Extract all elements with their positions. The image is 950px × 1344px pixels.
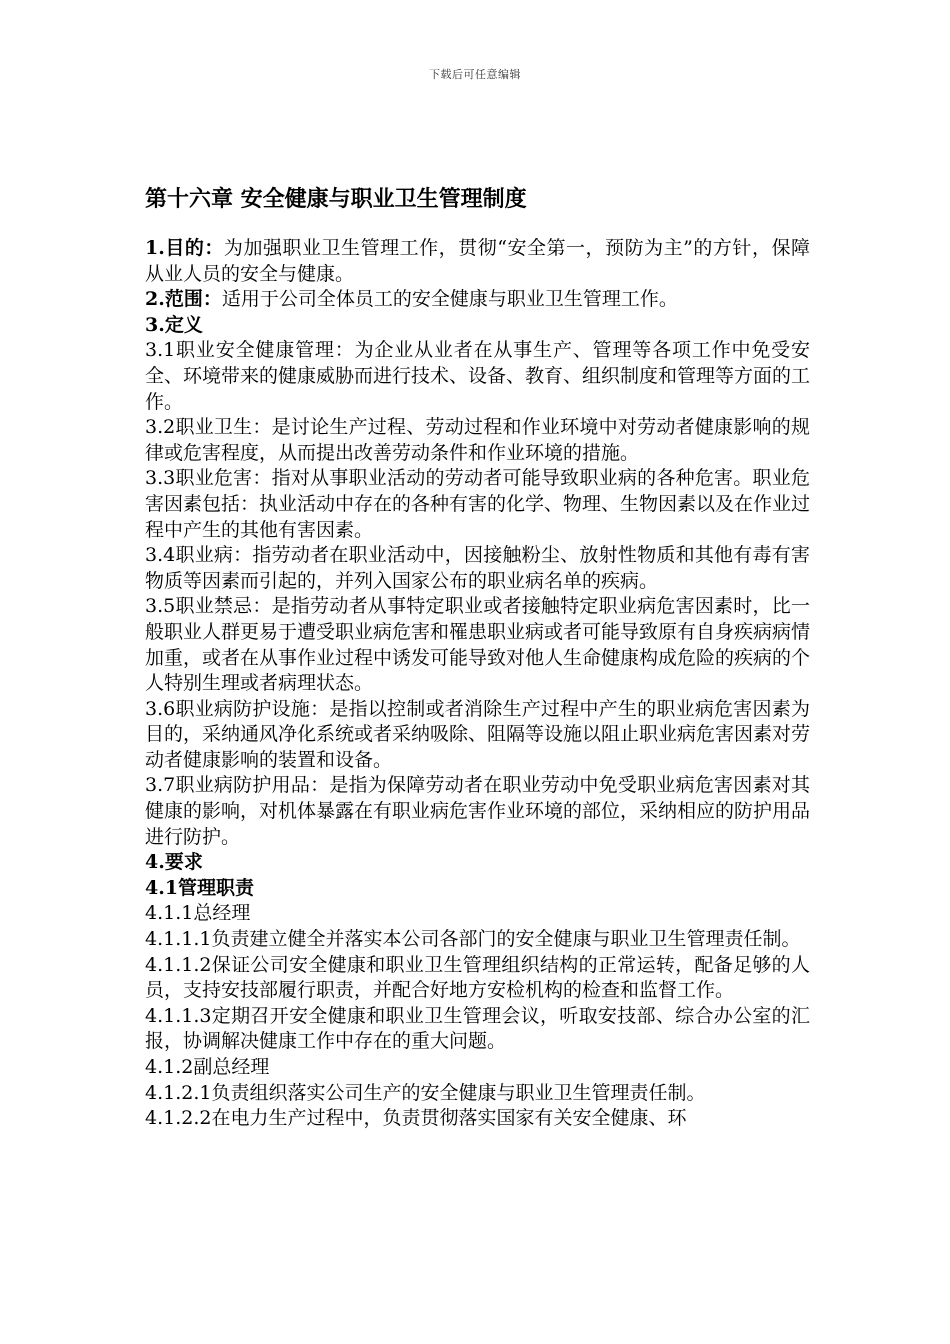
- body-paragraph: 4.1.2.1负责组织落实公司生产的安全健康与职业卫生管理责任制。: [145, 1081, 706, 1104]
- body-paragraph: 4.1.1.3定期召开安全健康和职业卫生管理会议，听取安技部、综合办公室的汇报，协调解决健康工作中存在的重大问题。: [145, 1004, 810, 1053]
- body-paragraph: 3.7职业病防护用品：是指为保障劳动者在职业劳动中免受职业病危害因素对其健康的影响，对机体暴露在有职业病危害作业环境的部位，采纳相应的防护用品进行防护。: [145, 774, 811, 848]
- labeled-paragraph: [145, 236, 810, 287]
- body-paragraph: 3.3职业危害：指对从事职业活动的劳动者可能导致职业病的各种危害。职业危害因素包括：执业活动中存在的各种有害的化学、物理、生物因素以及在作业过程中产生的其他有害因素。: [145, 467, 811, 541]
- labeled-paragraph: [145, 287, 810, 313]
- section-list: [145, 236, 810, 1132]
- paragraph-text: 为加强职业卫生管理工作，贯彻“安全第一，预防为主”的方针，保障从业人员的安全与健康。: [145, 237, 810, 285]
- body-paragraph: 3.5职业禁忌：是指劳动者从事特定职业或者接触特定职业病危害因素时，比一般职业人群更易于遭受职业病危害和罹患职业病或者可能导致原有自身疾病病情加重，或者在从事作业过程中诱发可能导致对他人生命健康构成危险的疾病的个人特别生理或者病理状态。: [145, 595, 811, 695]
- section-heading: 4.要求: [145, 851, 203, 874]
- paragraph-text: 适用于公司全体员工的安全健康与职业卫生管理工作。: [221, 288, 678, 311]
- body-paragraph: 4.1.1总经理: [145, 902, 251, 925]
- header-note: 下载后可任意编辑: [429, 68, 521, 81]
- document-body: [145, 182, 810, 1132]
- section-heading: 4.1管理职责: [145, 876, 255, 899]
- body-paragraph: 4.1.2副总经理: [145, 1056, 270, 1078]
- chapter-title: 第十六章 安全健康与职业卫生管理制度: [145, 186, 527, 212]
- body-paragraph: 3.2职业卫生：是讨论生产过程、劳动过程和作业环境中对劳动者健康影响的规律或危害程度，从而提出改善劳动条件和作业环境的措施。: [145, 416, 810, 464]
- body-paragraph: 3.4职业病：指劳动者在职业活动中，因接触粉尘、放射性物质和其他有毒有害物质等因素而引起的，并列入国家公布的职业病名单的疾病。: [145, 544, 810, 592]
- body-paragraph: 4.1.2.2在电力生产过程中，负责贯彻落实国家有关安全健康、环: [145, 1107, 687, 1130]
- section-heading: 3.定义: [145, 313, 203, 336]
- body-paragraph: 3.1职业安全健康管理：为企业从业者在从事生产、管理等各项工作中免受安全、环境带来的健康威胁而进行技术、设备、教育、组织制度和管理等方面的工作。: [145, 339, 811, 413]
- paragraph-label: 2.范围：: [145, 288, 222, 311]
- body-paragraph: 4.1.1.2保证公司安全健康和职业卫生管理组织结构的正常运转，配备足够的人员，支持安技部履行职责，并配合好地方安检机构的检查和监督工作。: [145, 953, 810, 1002]
- paragraph-label: 1.目的：: [145, 237, 224, 259]
- body-paragraph: 4.1.1.1负责建立健全并落实本公司各部门的安全健康与职业卫生管理责任制。: [145, 928, 801, 951]
- body-paragraph: 3.6职业病防护设施：是指以控制或者消除生产过程中产生的职业病危害因素为目的，采纳通风净化系统或者采纳吸除、阻隔等设施以阻止职业病危害因素对劳动者健康影响的装置和设备。: [145, 697, 811, 771]
